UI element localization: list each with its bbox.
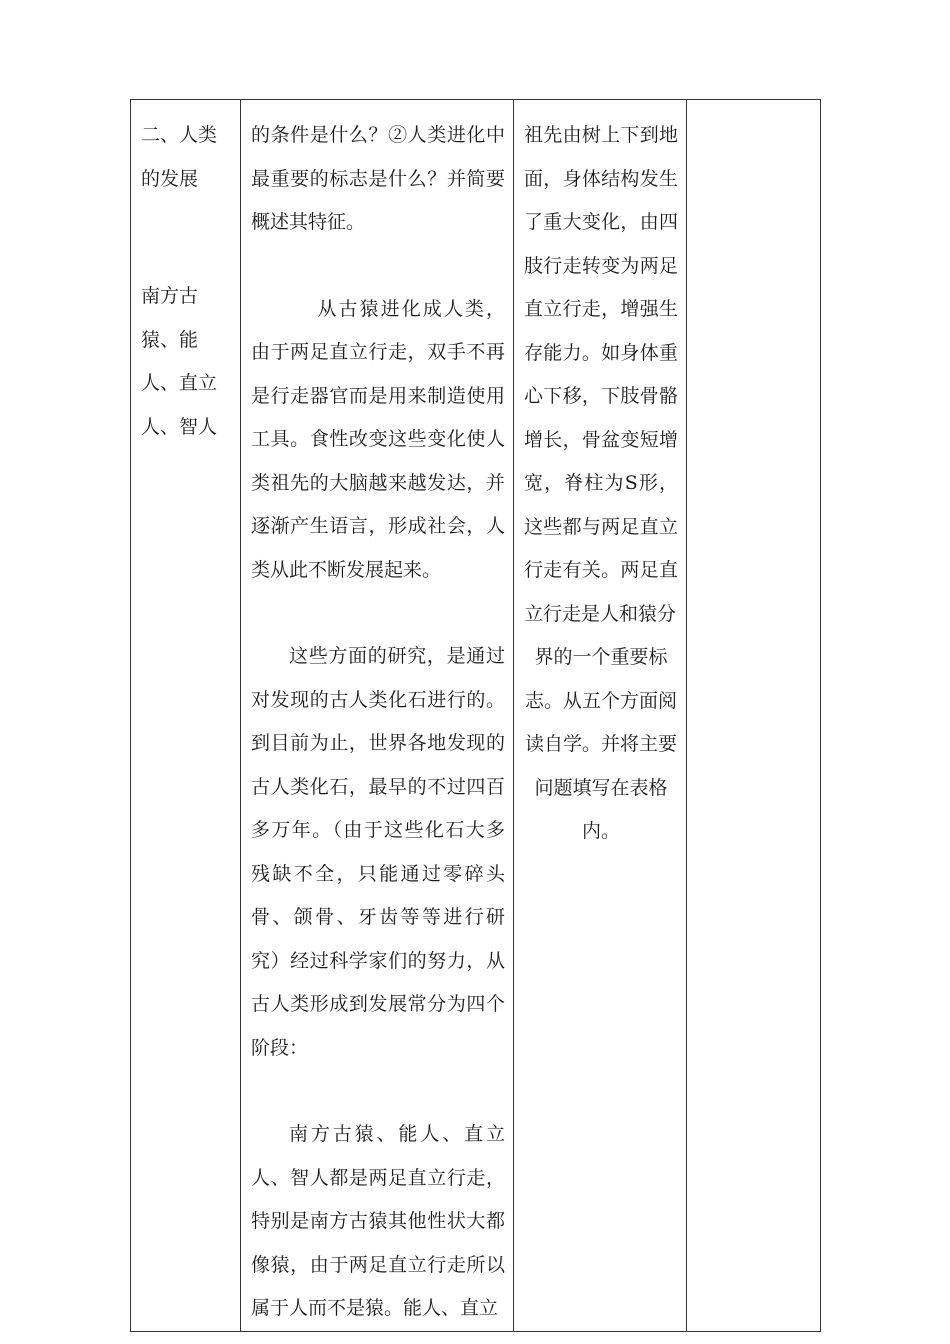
activity-text-end: 内。: [581, 820, 620, 842]
topic-cell: [131, 100, 241, 1332]
paragraph-evolution: 从古猿进化成人类，由于两足直立行走，双手不再是行走器官而是用来制造使用工具。食性改变这些变化使人类祖先的大脑越来越发达，并逐渐产生语言，形成社会，人类从此不断发展起来。: [251, 297, 505, 581]
activity-text-continued: 界的一个重要标志。从五个方面阅读自学。并将主要问题填写在表格: [524, 646, 677, 799]
paragraph-fossils: 这些方面的研究，是通过对发现的古人类化石进行的。到目前为止，世界各地发现的古人类化石，最早的不过四百多万年。（由于这些化石大多残缺不全，只能通过零碎头骨、颌骨、牙齿等等进行研究）经过科学家们的努力，从古人类形成到发展常分为四个阶段：: [251, 645, 505, 1059]
activity-cell: [514, 100, 687, 1332]
section-heading: 二、人类的发展: [141, 124, 218, 190]
stage-list: 南方古猿、能人、直立人、智人: [141, 285, 218, 438]
content-cell: [241, 100, 514, 1332]
paragraph-stages: 南方古猿、能人、直立人、智人都是两足直立行走，特别是南方古猿其他性状大都像猿，由于两足直立行走所以属于人而不是猿。能人、直立: [251, 1123, 505, 1319]
table-row: [131, 100, 821, 1332]
lesson-plan-table: [130, 99, 821, 1332]
activity-text: 祖先由树上下到地面，身体结构发生了重大变化，由四肢行走转变为两足直立行走，增强生存能力。如身体重心下移，下肢骨骼增长，骨盆变短增宽，脊柱为S形，这些都与两足直立行走有关。两足直立行走是人和猿分: [524, 124, 678, 625]
question-text: 的条件是什么？②人类进化中最重要的标志是什么？并简要概述其特征。: [251, 124, 505, 233]
notes-cell: [687, 100, 821, 1332]
